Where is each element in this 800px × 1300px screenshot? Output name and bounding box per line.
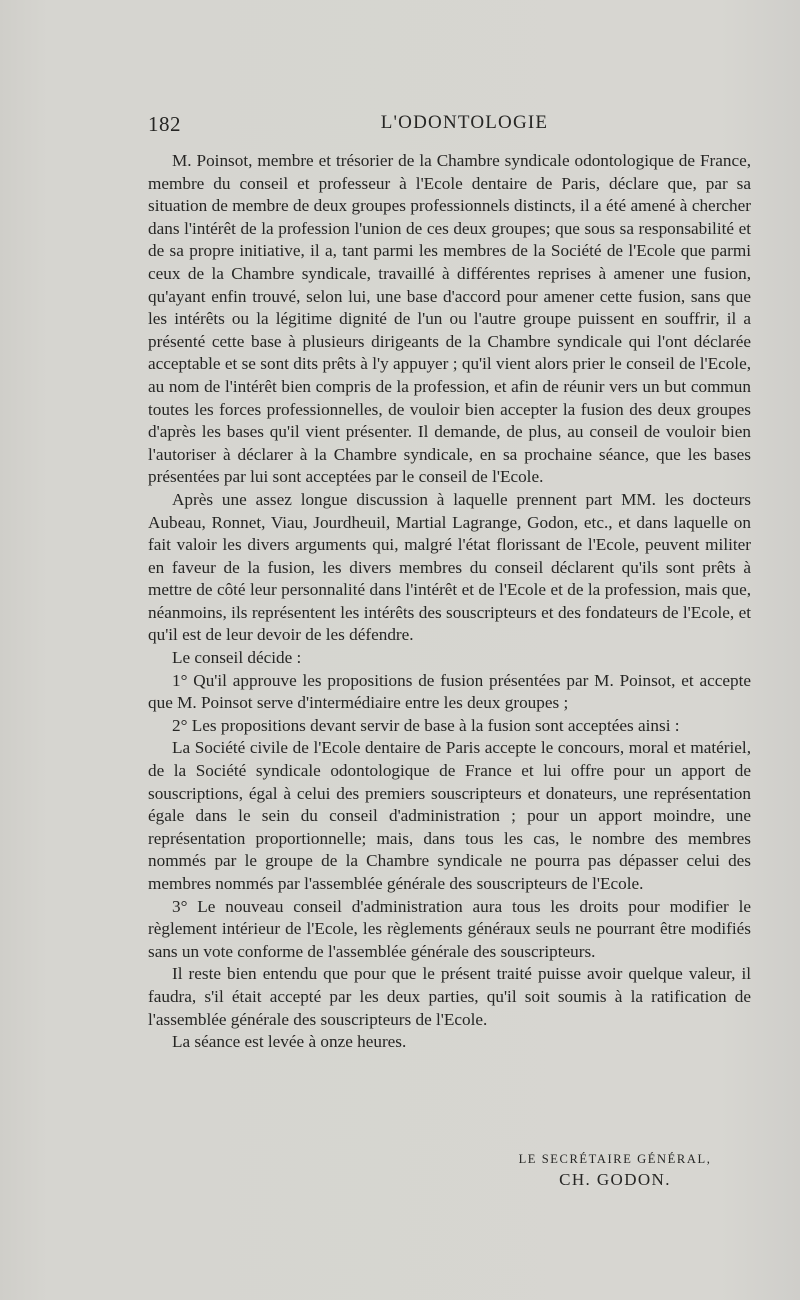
paragraph-discussion: Après une assez longue discussion à laquelle prennent part MM. les docteurs Aubeau, Ronnet, Viau, Jourdheuil, Martial Lagrange, Godon, etc., et dans laquelle on fait valoir les divers arguments qui, malgré l'état florissant de l'Ecole, peuvent militer en faveur de la fusion, les divers membres du conseil déclarent qu'ils sont prêts à mettre de côté leur personnalité dans l'intérêt et de l'Ecole et de la profession, mais que, néanmoins, ils représentent les intérêts des souscripteurs et des fondateurs de l'Ecole, et qu'il est de leur devoir de les défendre. [148,489,751,645]
journal-title: L'ODONTOLOGIE [380,112,549,133]
paragraph-session-closed: La séance est levée à onze heures. [172,1032,407,1052]
paragraph-decision-3: 3° Le nouveau conseil d'administration aura tous les droits pour modifier le règlement intérieur de l'Ecole, les règlements généraux seuls ne pourrant être modifiés sans un vote conforme de l'assemblée générale des souscripteurs. [148,896,751,961]
signature-block [480,1152,750,1190]
page-number: 182 [148,112,181,136]
running-header [148,112,751,138]
signature-title: LE SECRÉTAIRE GÉNÉRAL, [518,1152,712,1166]
paragraph-decision-1: 1° Qu'il approuve les propositions de fusion présentées par M. Poinsot, et accepte que M. Poinsot serve d'intermédiaire entre les deux groupes ; [148,670,751,713]
signature-name: CH. GODON. [559,1170,671,1189]
article-body [148,150,751,1054]
paragraph-ratification: Il reste bien entendu que pour que le présent traité puisse avoir quelque valeur, il faudra, s'il était accepté par les deux parties, qu'il soit soumis à la ratification de l'assemblée générale des souscripteurs de l'Ecole. [148,964,751,1029]
paragraph-civil-society: La Société civile de l'Ecole dentaire de Paris accepte le concours, moral et matériel, de la Société syndicale odontologique de France et lui offre pour un apport de souscriptions, égal à celui des premiers souscripteurs et donateurs, une représentation égale dans le sein du conseil d'administration ; pour un apport moindre, une représentation proportionnelle; mais, dans tous les cas, le nombre des membres nommés par le groupe de la Chambre syndicale ne pourra pas dépasser celui des membres nommés par l'assemblée générale des souscripteurs de l'Ecole. [148,738,751,893]
paragraph-council-decides: Le conseil décide : [172,648,302,668]
paragraph-decision-2: 2° Les propositions devant servir de base à la fusion sont acceptées ainsi : [172,715,680,735]
paragraph-poinsot-declaration: M. Poinsot, membre et trésorier de la Chambre syndicale odontologique de France, membre du conseil et professeur à l'Ecole dentaire de Paris, déclare que, par sa situation de membre de deux groupes professionnels distincts, il a été amené à chercher dans l'intérêt de la profession l'union de ces deux groupes; que sous sa responsabilité et de sa propre initiative, il a, tant parmi les membres de la Société de l'Ecole que parmi ceux de la Chambre syndicale, travaillé à différentes reprises à amener une fusion, qu'ayant enfin trouvé, selon lui, une base d'accord pour amener cette fusion, sans que les intérêts ou la légitime dignité de l'un ou l'autre groupe puissent en souffrir, il a présenté cette base à plusieurs dirigeants de la Chambre syndicale qui l'ont déclarée acceptable et se sont dits prêts à l'y appuyer ; qu'il vient alors prier le conseil de l'Ecole, au nom de l'intérêt bien compris de la profession, et afin de réunir vers un but commun toutes les forces professionnelles, de vouloir bien accepter la fusion des deux groupes d'après les bases qu'il vient présenter. Il demande, de plus, au conseil de vouloir bien l'autoriser à déclarer à la Chambre syndicale, en sa prochaine séance, que les bases présentées par lui sont acceptées par le conseil de l'Ecole. [148,151,751,487]
